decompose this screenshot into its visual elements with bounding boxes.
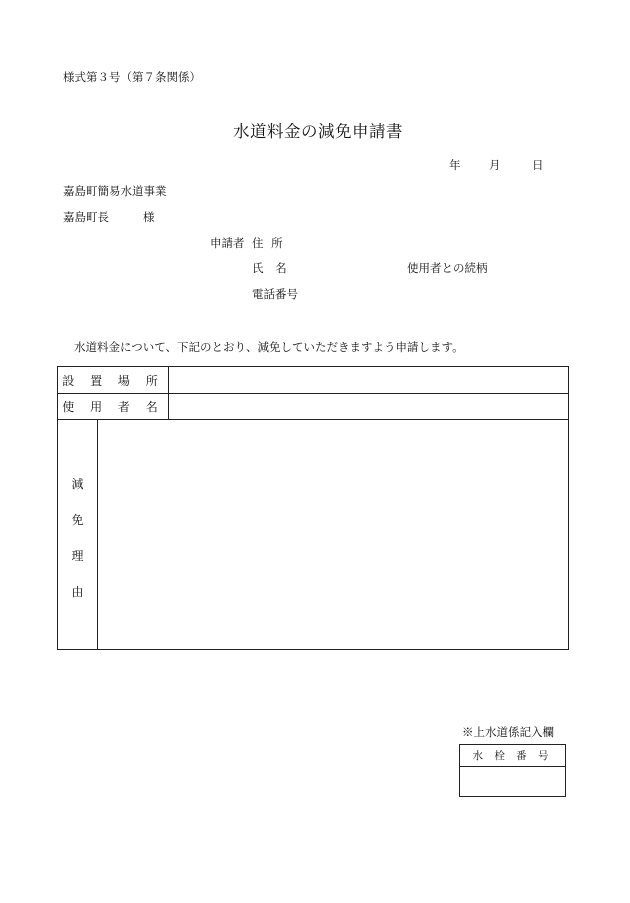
- date-year: 年: [449, 158, 461, 172]
- user-row: [58, 394, 568, 420]
- applicant-phone-label: 電話番号: [252, 287, 298, 301]
- applicant-relation-label: 使用者との続柄: [407, 261, 488, 275]
- recipient-head: 嘉島町長: [63, 210, 109, 224]
- applicant-name-label: 氏 名: [252, 261, 287, 275]
- reason-char: 免: [71, 513, 84, 527]
- user-name-field[interactable]: [169, 394, 568, 419]
- reason-char: 由: [71, 585, 84, 599]
- date-month: 月: [489, 158, 501, 172]
- water-meter-box: [459, 744, 566, 797]
- applicant-heading: 申請者: [210, 236, 245, 250]
- location-row: [58, 367, 568, 394]
- form-id: 様式第３号（第７条関係）: [63, 70, 201, 84]
- office-use-caption: ※上水道係記入欄: [462, 725, 554, 739]
- reason-label: [58, 420, 97, 650]
- application-statement: 水道料金について、下記のとおり、減免していただきますよう申請します。: [74, 340, 464, 354]
- reason-char: 理: [71, 549, 84, 563]
- location-label: 設 置 場 所: [62, 373, 164, 388]
- page-title: 水道料金の減免申請書: [233, 122, 403, 141]
- recipient-honorific: 様: [143, 210, 155, 224]
- water-meter-label: 水 栓 番 号: [460, 745, 565, 767]
- date-day: 日: [532, 158, 544, 172]
- applicant-address-label: 住 所: [252, 236, 283, 250]
- user-name-label: 使 用 者 名: [62, 400, 164, 414]
- location-field[interactable]: [169, 367, 568, 393]
- water-meter-field[interactable]: [460, 767, 565, 796]
- recipient-org: 嘉島町簡易水道事業: [63, 184, 167, 198]
- application-table: [57, 366, 569, 650]
- reason-field[interactable]: [98, 420, 568, 649]
- reason-char: 減: [71, 477, 84, 491]
